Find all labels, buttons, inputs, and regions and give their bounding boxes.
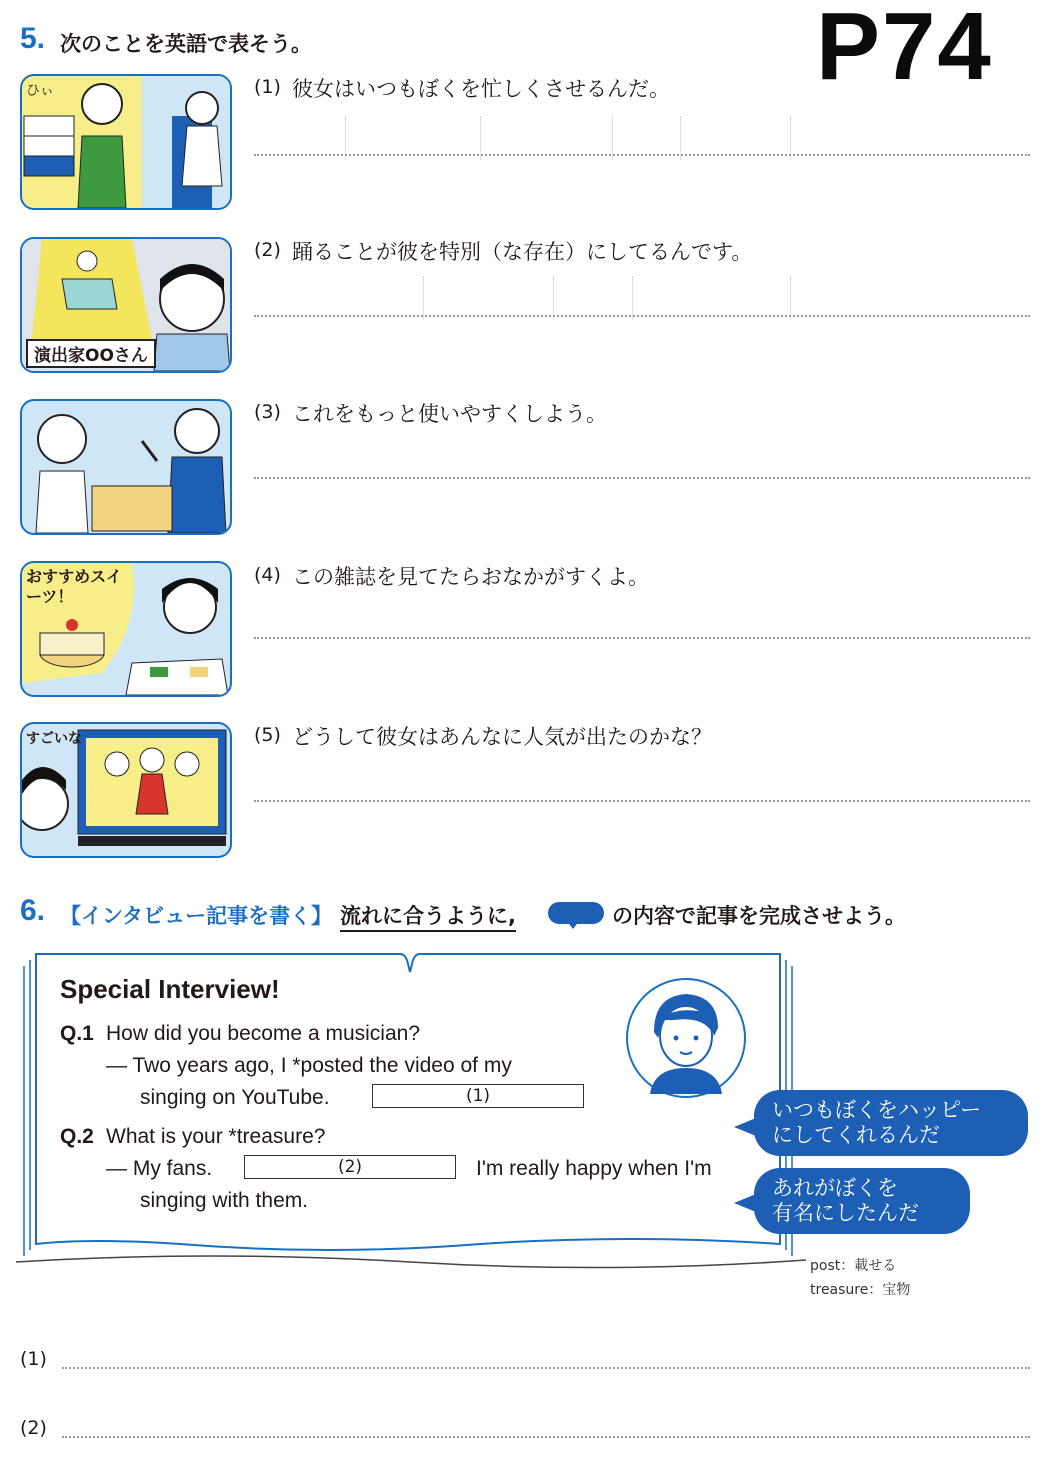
section5-number: 5. xyxy=(20,22,46,55)
q1-heading: Q.1 xyxy=(60,1022,94,1045)
speech-bubble-2-line2: 有名にしたんだ xyxy=(772,1201,919,1225)
a2-end: I'm really happy when I'm xyxy=(476,1157,712,1180)
section6-title-underlined: 流れに合うように, xyxy=(340,900,516,932)
a1-line2: singing on YouTube. xyxy=(140,1086,330,1109)
glossary-treasure: treasure：宝物 xyxy=(810,1282,911,1298)
speech-bubble-2-line1: あれがぼくを xyxy=(772,1176,898,1200)
q3-label: (3) xyxy=(254,401,281,423)
glossary-post: post：載せる xyxy=(810,1258,897,1274)
speech-bubble-1-tail xyxy=(734,1118,756,1136)
section5-title: 次のことを英語で表そう。 xyxy=(60,32,312,56)
illustration-4-caption: おすすめスイーツ！ xyxy=(26,567,122,606)
answer-1-label: (1) xyxy=(20,1348,47,1370)
section6-title-rest: の内容で記事を完成させよう。 xyxy=(612,904,906,928)
section6-number: 6. xyxy=(20,894,46,927)
q4-label: (4) xyxy=(254,564,281,586)
q2-answer-line[interactable] xyxy=(254,315,1030,317)
illustration-3-drawing xyxy=(22,401,230,533)
speech-bubble-1 xyxy=(754,1090,1028,1156)
glossary-term: treasure xyxy=(810,1282,869,1298)
q1-answer-line[interactable] xyxy=(254,154,1030,156)
q3-text: これをもっと使いやすくしよう。 xyxy=(292,402,607,426)
q2-guide xyxy=(423,276,424,320)
blank-1[interactable]: (1) xyxy=(372,1084,584,1108)
page-code: P74 xyxy=(816,0,993,100)
illustration-5 xyxy=(20,722,232,858)
speech-bubble-1-line2: にしてくれるんだ xyxy=(772,1123,940,1147)
q2-guide xyxy=(790,276,791,320)
musician-avatar xyxy=(624,976,748,1100)
illustration-2 xyxy=(20,237,232,373)
q2-guide xyxy=(632,276,633,320)
q1-question: How did you become a musician? xyxy=(106,1022,420,1045)
interview-title: Special Interview! xyxy=(60,974,280,1004)
q2-heading: Q.2 xyxy=(60,1125,94,1148)
answer-1-line[interactable] xyxy=(62,1367,1030,1369)
q5-label: (5) xyxy=(254,724,281,746)
speech-bubble-2 xyxy=(754,1168,970,1234)
q1-text: 彼女はいつもぼくを忙しくさせるんだ。 xyxy=(292,77,670,101)
q2-text: 踊ることが彼を特別（な存在）にしてるんです。 xyxy=(292,240,753,264)
a1-line1: — Two years ago, I *posted the video of my xyxy=(106,1054,512,1077)
q4-text: この雑誌を見てたらおなかがすくよ。 xyxy=(292,565,649,589)
q4-answer-line[interactable] xyxy=(254,637,1030,639)
answer-2-line[interactable] xyxy=(62,1436,1030,1438)
q1-label: (1) xyxy=(254,76,281,98)
illustration-2-nameplate: 演出家OOさん xyxy=(26,339,156,368)
speech-bubble-1-line1: いつもぼくをハッピー xyxy=(772,1098,982,1122)
glossary-meaning: 宝物 xyxy=(882,1282,911,1298)
glossary-term: post xyxy=(810,1258,841,1274)
illustration-4 xyxy=(20,561,232,697)
section6-tag: 【インタビュー記事を書く】 xyxy=(60,904,333,928)
blank-2[interactable]: (2) xyxy=(244,1155,456,1179)
q2-label: (2) xyxy=(254,239,281,261)
illustration-3 xyxy=(20,399,232,535)
illustration-1 xyxy=(20,74,232,210)
q3-answer-line[interactable] xyxy=(254,477,1030,479)
q2-guide xyxy=(553,276,554,320)
a2-line2: singing with them. xyxy=(140,1189,309,1212)
bubble-icon-tail xyxy=(566,920,580,929)
glossary-meaning: 載せる xyxy=(854,1258,897,1274)
q2-question: What is your *treasure? xyxy=(106,1125,326,1148)
q5-text: どうして彼女はあんなに人気が出たのかな？ xyxy=(292,725,712,749)
a2-start: — My fans. xyxy=(106,1157,213,1180)
speech-bubble-2-tail xyxy=(734,1194,756,1212)
q5-answer-line[interactable] xyxy=(254,800,1030,802)
answer-2-label: (2) xyxy=(20,1417,47,1439)
illustration-1-exclaim: ひぃ xyxy=(26,83,54,99)
illustration-5-caption: すごいな xyxy=(26,731,82,747)
